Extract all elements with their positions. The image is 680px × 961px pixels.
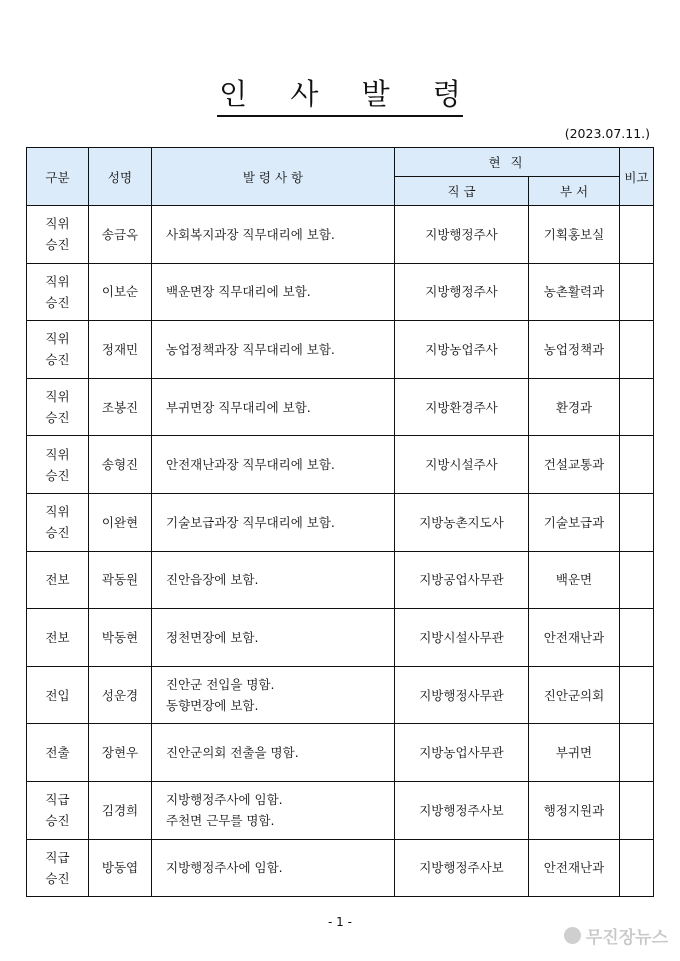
cell-line: 전출 bbox=[45, 745, 70, 761]
cell-category bbox=[27, 436, 89, 494]
cell-name: 성운경 bbox=[89, 666, 152, 724]
cell-name: 정재민 bbox=[89, 321, 152, 379]
cell-category bbox=[27, 724, 89, 782]
cell-category bbox=[27, 609, 89, 667]
cell-remarks bbox=[620, 781, 654, 839]
cell-name: 장현우 bbox=[89, 724, 152, 782]
cell-line: 전보 bbox=[45, 629, 70, 645]
cell-department: 농업정책과 bbox=[529, 321, 620, 379]
header-rank: 직 급 bbox=[395, 177, 529, 206]
table-row bbox=[27, 321, 654, 379]
cell-remarks bbox=[620, 666, 654, 724]
cell-line: 직위 bbox=[45, 331, 70, 347]
cell-line: 직위 bbox=[45, 389, 70, 405]
cell-name: 김경희 bbox=[89, 781, 152, 839]
cell-line: 직급 bbox=[45, 792, 70, 808]
cell-line: 부귀면장 직무대리에 보함. bbox=[166, 399, 311, 415]
table-row bbox=[27, 839, 654, 897]
table-row bbox=[27, 263, 654, 321]
cell-department: 진안군의회 bbox=[529, 666, 620, 724]
cell-line: 승진 bbox=[45, 870, 70, 886]
cell-name: 송금옥 bbox=[89, 206, 152, 264]
cell-details bbox=[152, 263, 395, 321]
cell-line: 진안군의회 전출을 명함. bbox=[166, 745, 299, 761]
cell-category bbox=[27, 321, 89, 379]
cell-remarks bbox=[620, 321, 654, 379]
cell-details bbox=[152, 609, 395, 667]
header-department: 부 서 bbox=[529, 177, 620, 206]
table-row bbox=[27, 436, 654, 494]
cell-line: 전보 bbox=[45, 572, 70, 588]
cell-line: 기술보급과장 직무대리에 보함. bbox=[166, 514, 335, 530]
table-row bbox=[27, 666, 654, 724]
cell-name: 조봉진 bbox=[89, 378, 152, 436]
cell-name: 이보순 bbox=[89, 263, 152, 321]
page-number: - 1 - bbox=[328, 915, 352, 929]
mountain-logo-icon bbox=[564, 927, 581, 944]
cell-category bbox=[27, 263, 89, 321]
cell-department: 농촌활력과 bbox=[529, 263, 620, 321]
cell-department: 기술보급과 bbox=[529, 493, 620, 551]
cell-line: 승진 bbox=[45, 237, 70, 253]
cell-line: 승진 bbox=[45, 813, 70, 829]
cell-name: 이완현 bbox=[89, 493, 152, 551]
cell-name: 송형진 bbox=[89, 436, 152, 494]
cell-department: 부귀면 bbox=[529, 724, 620, 782]
header-category: 구분 bbox=[27, 148, 89, 206]
table-row bbox=[27, 609, 654, 667]
cell-line: 승진 bbox=[45, 352, 70, 368]
cell-line: 지방행정주사에 임함. bbox=[166, 792, 283, 808]
table-row bbox=[27, 724, 654, 782]
table-row bbox=[27, 206, 654, 264]
cell-line: 승진 bbox=[45, 525, 70, 541]
cell-line: 백운면장 직무대리에 보함. bbox=[166, 284, 311, 300]
cell-line: 진안군 전입을 명함. bbox=[166, 677, 275, 693]
cell-category bbox=[27, 781, 89, 839]
header-remarks: 비고 bbox=[620, 148, 654, 206]
cell-remarks bbox=[620, 724, 654, 782]
cell-line: 주천면 근무를 명함. bbox=[166, 813, 275, 829]
cell-line: 전입 bbox=[45, 687, 70, 703]
cell-rank: 지방행정주사보 bbox=[395, 839, 529, 897]
cell-department: 안전재난과 bbox=[529, 609, 620, 667]
cell-line: 승진 bbox=[45, 467, 70, 483]
cell-rank: 지방시설주사 bbox=[395, 436, 529, 494]
cell-department: 안전재난과 bbox=[529, 839, 620, 897]
header-details: 발 령 사 항 bbox=[152, 148, 395, 206]
cell-remarks bbox=[620, 609, 654, 667]
cell-details bbox=[152, 666, 395, 724]
table-row bbox=[27, 378, 654, 436]
cell-remarks bbox=[620, 839, 654, 897]
cell-line: 안전재난과장 직무대리에 보함. bbox=[166, 457, 335, 473]
cell-rank: 지방행정사무관 bbox=[395, 666, 529, 724]
cell-line: 직위 bbox=[45, 216, 70, 232]
cell-details bbox=[152, 839, 395, 897]
cell-remarks bbox=[620, 206, 654, 264]
cell-rank: 지방농촌지도사 bbox=[395, 493, 529, 551]
cell-line: 지방행정주사에 임함. bbox=[166, 860, 283, 876]
watermark bbox=[564, 923, 668, 948]
cell-line: 동향면장에 보함. bbox=[166, 698, 259, 714]
cell-rank: 지방행정주사 bbox=[395, 206, 529, 264]
cell-name: 방동엽 bbox=[89, 839, 152, 897]
cell-category bbox=[27, 839, 89, 897]
cell-details bbox=[152, 206, 395, 264]
cell-details bbox=[152, 551, 395, 609]
table-row bbox=[27, 551, 654, 609]
cell-line: 정천면장에 보함. bbox=[166, 629, 259, 645]
cell-details bbox=[152, 493, 395, 551]
cell-rank: 지방환경주사 bbox=[395, 378, 529, 436]
cell-department: 백운면 bbox=[529, 551, 620, 609]
cell-line: 직위 bbox=[45, 504, 70, 520]
issue-date: (2023.07.11.) bbox=[564, 126, 650, 141]
cell-line: 사회복지과장 직무대리에 보함. bbox=[166, 226, 335, 242]
cell-category bbox=[27, 206, 89, 264]
cell-details bbox=[152, 436, 395, 494]
cell-details bbox=[152, 378, 395, 436]
cell-line: 직위 bbox=[45, 273, 70, 289]
cell-department: 건설교통과 bbox=[529, 436, 620, 494]
cell-department: 기획홍보실 bbox=[529, 206, 620, 264]
cell-name: 박동현 bbox=[89, 609, 152, 667]
cell-rank: 지방공업사무관 bbox=[395, 551, 529, 609]
header-name: 성명 bbox=[89, 148, 152, 206]
cell-remarks bbox=[620, 263, 654, 321]
cell-rank: 지방농업주사 bbox=[395, 321, 529, 379]
watermark-text: 무진장뉴스 bbox=[585, 928, 668, 948]
cell-details bbox=[152, 724, 395, 782]
table-body bbox=[27, 206, 654, 897]
page-title: 인 사 발 령 bbox=[0, 72, 680, 117]
cell-line: 농업정책과장 직무대리에 보함. bbox=[166, 341, 335, 357]
cell-name: 곽동원 bbox=[89, 551, 152, 609]
cell-line: 진안읍장에 보함. bbox=[166, 572, 259, 588]
cell-line: 승진 bbox=[45, 410, 70, 426]
cell-department: 행정지원과 bbox=[529, 781, 620, 839]
cell-remarks bbox=[620, 378, 654, 436]
cell-rank: 지방행정주사 bbox=[395, 263, 529, 321]
cell-remarks bbox=[620, 436, 654, 494]
cell-category bbox=[27, 551, 89, 609]
appointment-table bbox=[26, 147, 654, 897]
table-row bbox=[27, 493, 654, 551]
cell-remarks bbox=[620, 493, 654, 551]
cell-line: 직위 bbox=[45, 446, 70, 462]
cell-details bbox=[152, 321, 395, 379]
table-row bbox=[27, 781, 654, 839]
cell-line: 승진 bbox=[45, 294, 70, 310]
cell-line: 직급 bbox=[45, 849, 70, 865]
cell-rank: 지방시설사무관 bbox=[395, 609, 529, 667]
header-current-position: 현 직 bbox=[395, 148, 620, 177]
cell-category bbox=[27, 666, 89, 724]
cell-department: 환경과 bbox=[529, 378, 620, 436]
cell-category bbox=[27, 378, 89, 436]
cell-rank: 지방행정주사보 bbox=[395, 781, 529, 839]
cell-rank: 지방농업사무관 bbox=[395, 724, 529, 782]
cell-details bbox=[152, 781, 395, 839]
cell-category bbox=[27, 493, 89, 551]
cell-remarks bbox=[620, 551, 654, 609]
